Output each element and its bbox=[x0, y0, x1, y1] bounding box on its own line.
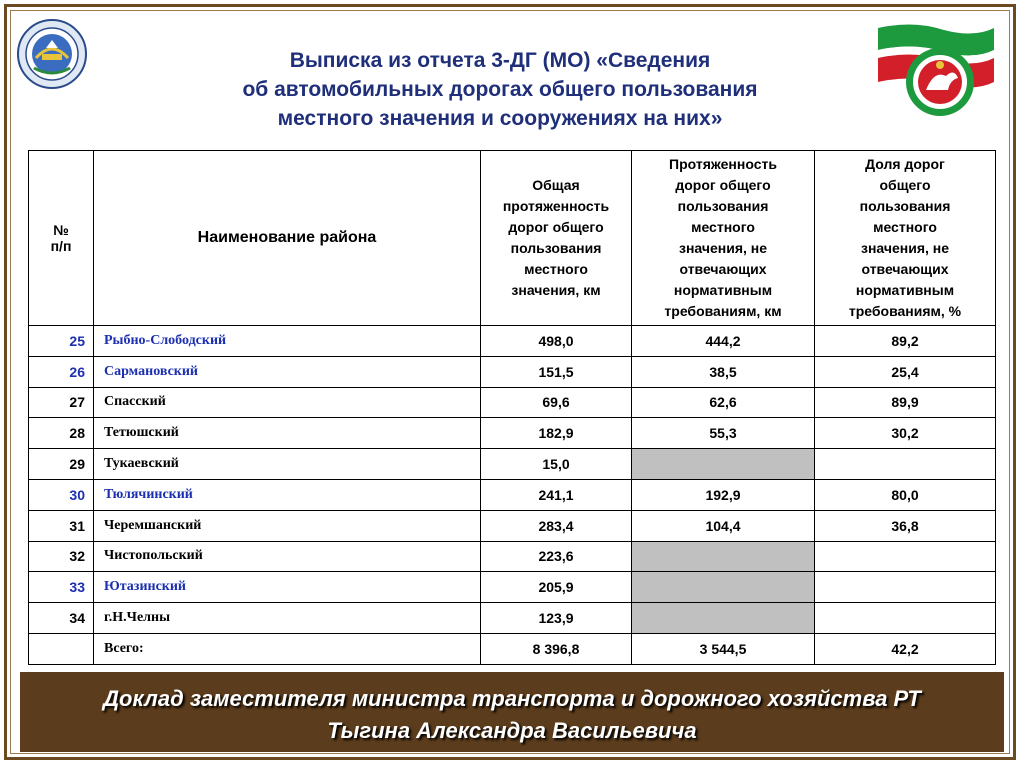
total-length: 223,6 bbox=[481, 541, 632, 572]
footer-banner bbox=[20, 672, 1004, 752]
row-number: 30 bbox=[29, 479, 94, 510]
header-share-line: общего bbox=[879, 177, 931, 193]
header-share-line: значения, не bbox=[860, 240, 950, 256]
header-len-line: отвечающих bbox=[679, 261, 767, 277]
nonstandard-length: 62,6 bbox=[632, 387, 815, 418]
header-share-line: Доля дорог bbox=[865, 156, 945, 172]
nonstandard-share bbox=[815, 541, 996, 572]
header-share-line: отвечающих bbox=[861, 261, 949, 277]
header-len-line: нормативным bbox=[673, 282, 773, 298]
total-length: 69,6 bbox=[481, 387, 632, 418]
row-number: 28 bbox=[29, 418, 94, 449]
district-name: г.Н.Челны bbox=[94, 603, 481, 634]
header-len bbox=[632, 151, 815, 326]
row-number: 27 bbox=[29, 387, 94, 418]
row-number: 31 bbox=[29, 510, 94, 541]
table-row bbox=[29, 541, 996, 572]
district-name: Всего: bbox=[94, 633, 481, 664]
nonstandard-length: 55,3 bbox=[632, 418, 815, 449]
total-length: 241,1 bbox=[481, 479, 632, 510]
district-name: Сармановский bbox=[94, 356, 481, 387]
header-total-line: протяженность bbox=[502, 198, 610, 214]
row-number: 29 bbox=[29, 449, 94, 480]
nonstandard-length: 192,9 bbox=[632, 479, 815, 510]
nonstandard-length bbox=[632, 449, 815, 480]
nonstandard-length bbox=[632, 603, 815, 634]
table-row bbox=[29, 603, 996, 634]
total-row bbox=[29, 633, 996, 664]
row-number: 26 bbox=[29, 356, 94, 387]
roads-table bbox=[28, 150, 996, 665]
nonstandard-length: 104,4 bbox=[632, 510, 815, 541]
row-number: 34 bbox=[29, 603, 94, 634]
district-name: Ютазинский bbox=[94, 572, 481, 603]
nonstandard-length bbox=[632, 541, 815, 572]
footer-line-2: Тыгина Александра Васильевича bbox=[327, 718, 697, 743]
tatarstan-flag-emblem-icon bbox=[874, 20, 998, 120]
header-total-line: местного bbox=[524, 261, 588, 277]
header-len-line: Протяженность bbox=[669, 156, 777, 172]
header-total-line: значения, км bbox=[511, 282, 601, 298]
header-share bbox=[815, 151, 996, 326]
nonstandard-length: 38,5 bbox=[632, 356, 815, 387]
header-total-line: пользования bbox=[510, 240, 602, 256]
header-name: Наименование района bbox=[94, 151, 481, 326]
total-length: 498,0 bbox=[481, 326, 632, 357]
title-line-1: Выписка из отчета 3-ДГ (МО) «Сведения bbox=[289, 49, 711, 72]
nonstandard-share: 89,2 bbox=[815, 326, 996, 357]
row-number: 25 bbox=[29, 326, 94, 357]
district-name: Чистопольский bbox=[94, 541, 481, 572]
district-name: Тюлячинский bbox=[94, 479, 481, 510]
total-length: 182,9 bbox=[481, 418, 632, 449]
total-length: 151,5 bbox=[481, 356, 632, 387]
district-name: Тетюшский bbox=[94, 418, 481, 449]
header-total-line: Общая bbox=[532, 177, 580, 193]
header-len-line: требованиям, км bbox=[664, 303, 782, 319]
district-name: Спасский bbox=[94, 387, 481, 418]
total-length: 283,4 bbox=[481, 510, 632, 541]
row-number: 33 bbox=[29, 572, 94, 603]
total-length: 8 396,8 bbox=[481, 633, 632, 664]
header-share-line: пользования bbox=[859, 198, 951, 214]
footer-line-1: Доклад заместителя министра транспорта и дорожного хозяйства РТ bbox=[103, 686, 921, 711]
title-line-2: об автомобильных дорогах общего пользования bbox=[242, 78, 758, 101]
table-row bbox=[29, 572, 996, 603]
nonstandard-share: 30,2 bbox=[815, 418, 996, 449]
nonstandard-share: 42,2 bbox=[815, 633, 996, 664]
page-title bbox=[160, 46, 840, 133]
table-row bbox=[29, 387, 996, 418]
nonstandard-share: 89,9 bbox=[815, 387, 996, 418]
nonstandard-share: 36,8 bbox=[815, 510, 996, 541]
table-header-row bbox=[29, 151, 996, 326]
nonstandard-share bbox=[815, 603, 996, 634]
total-length: 15,0 bbox=[481, 449, 632, 480]
row-number: 32 bbox=[29, 541, 94, 572]
table-row bbox=[29, 418, 996, 449]
table-row bbox=[29, 449, 996, 480]
row-number bbox=[29, 633, 94, 664]
header-num bbox=[29, 151, 94, 326]
header-num-line: п/п bbox=[50, 238, 72, 254]
table-row bbox=[29, 326, 996, 357]
total-length: 205,9 bbox=[481, 572, 632, 603]
district-name: Рыбно-Слободский bbox=[94, 326, 481, 357]
header-num-line: № bbox=[53, 222, 69, 238]
header-share-line: местного bbox=[873, 219, 937, 235]
nonstandard-length: 3 544,5 bbox=[632, 633, 815, 664]
nonstandard-share: 25,4 bbox=[815, 356, 996, 387]
nonstandard-length: 444,2 bbox=[632, 326, 815, 357]
header-total-line: дорог общего bbox=[508, 219, 604, 235]
nonstandard-share: 80,0 bbox=[815, 479, 996, 510]
table-row bbox=[29, 479, 996, 510]
table-row bbox=[29, 510, 996, 541]
nonstandard-share bbox=[815, 572, 996, 603]
district-name: Тукаевский bbox=[94, 449, 481, 480]
header-share-line: требованиям, % bbox=[848, 303, 962, 319]
header-len-line: дорог общего bbox=[675, 177, 771, 193]
header-total bbox=[481, 151, 632, 326]
ministry-emblem-icon bbox=[16, 18, 88, 90]
header-share-line: нормативным bbox=[855, 282, 955, 298]
total-length: 123,9 bbox=[481, 603, 632, 634]
nonstandard-length bbox=[632, 572, 815, 603]
district-name: Черемшанский bbox=[94, 510, 481, 541]
table-row bbox=[29, 356, 996, 387]
header-len-line: местного bbox=[691, 219, 755, 235]
nonstandard-share bbox=[815, 449, 996, 480]
header-len-line: значения, не bbox=[678, 240, 768, 256]
header-len-line: пользования bbox=[677, 198, 769, 214]
title-line-3: местного значения и сооружениях на них» bbox=[277, 107, 723, 130]
